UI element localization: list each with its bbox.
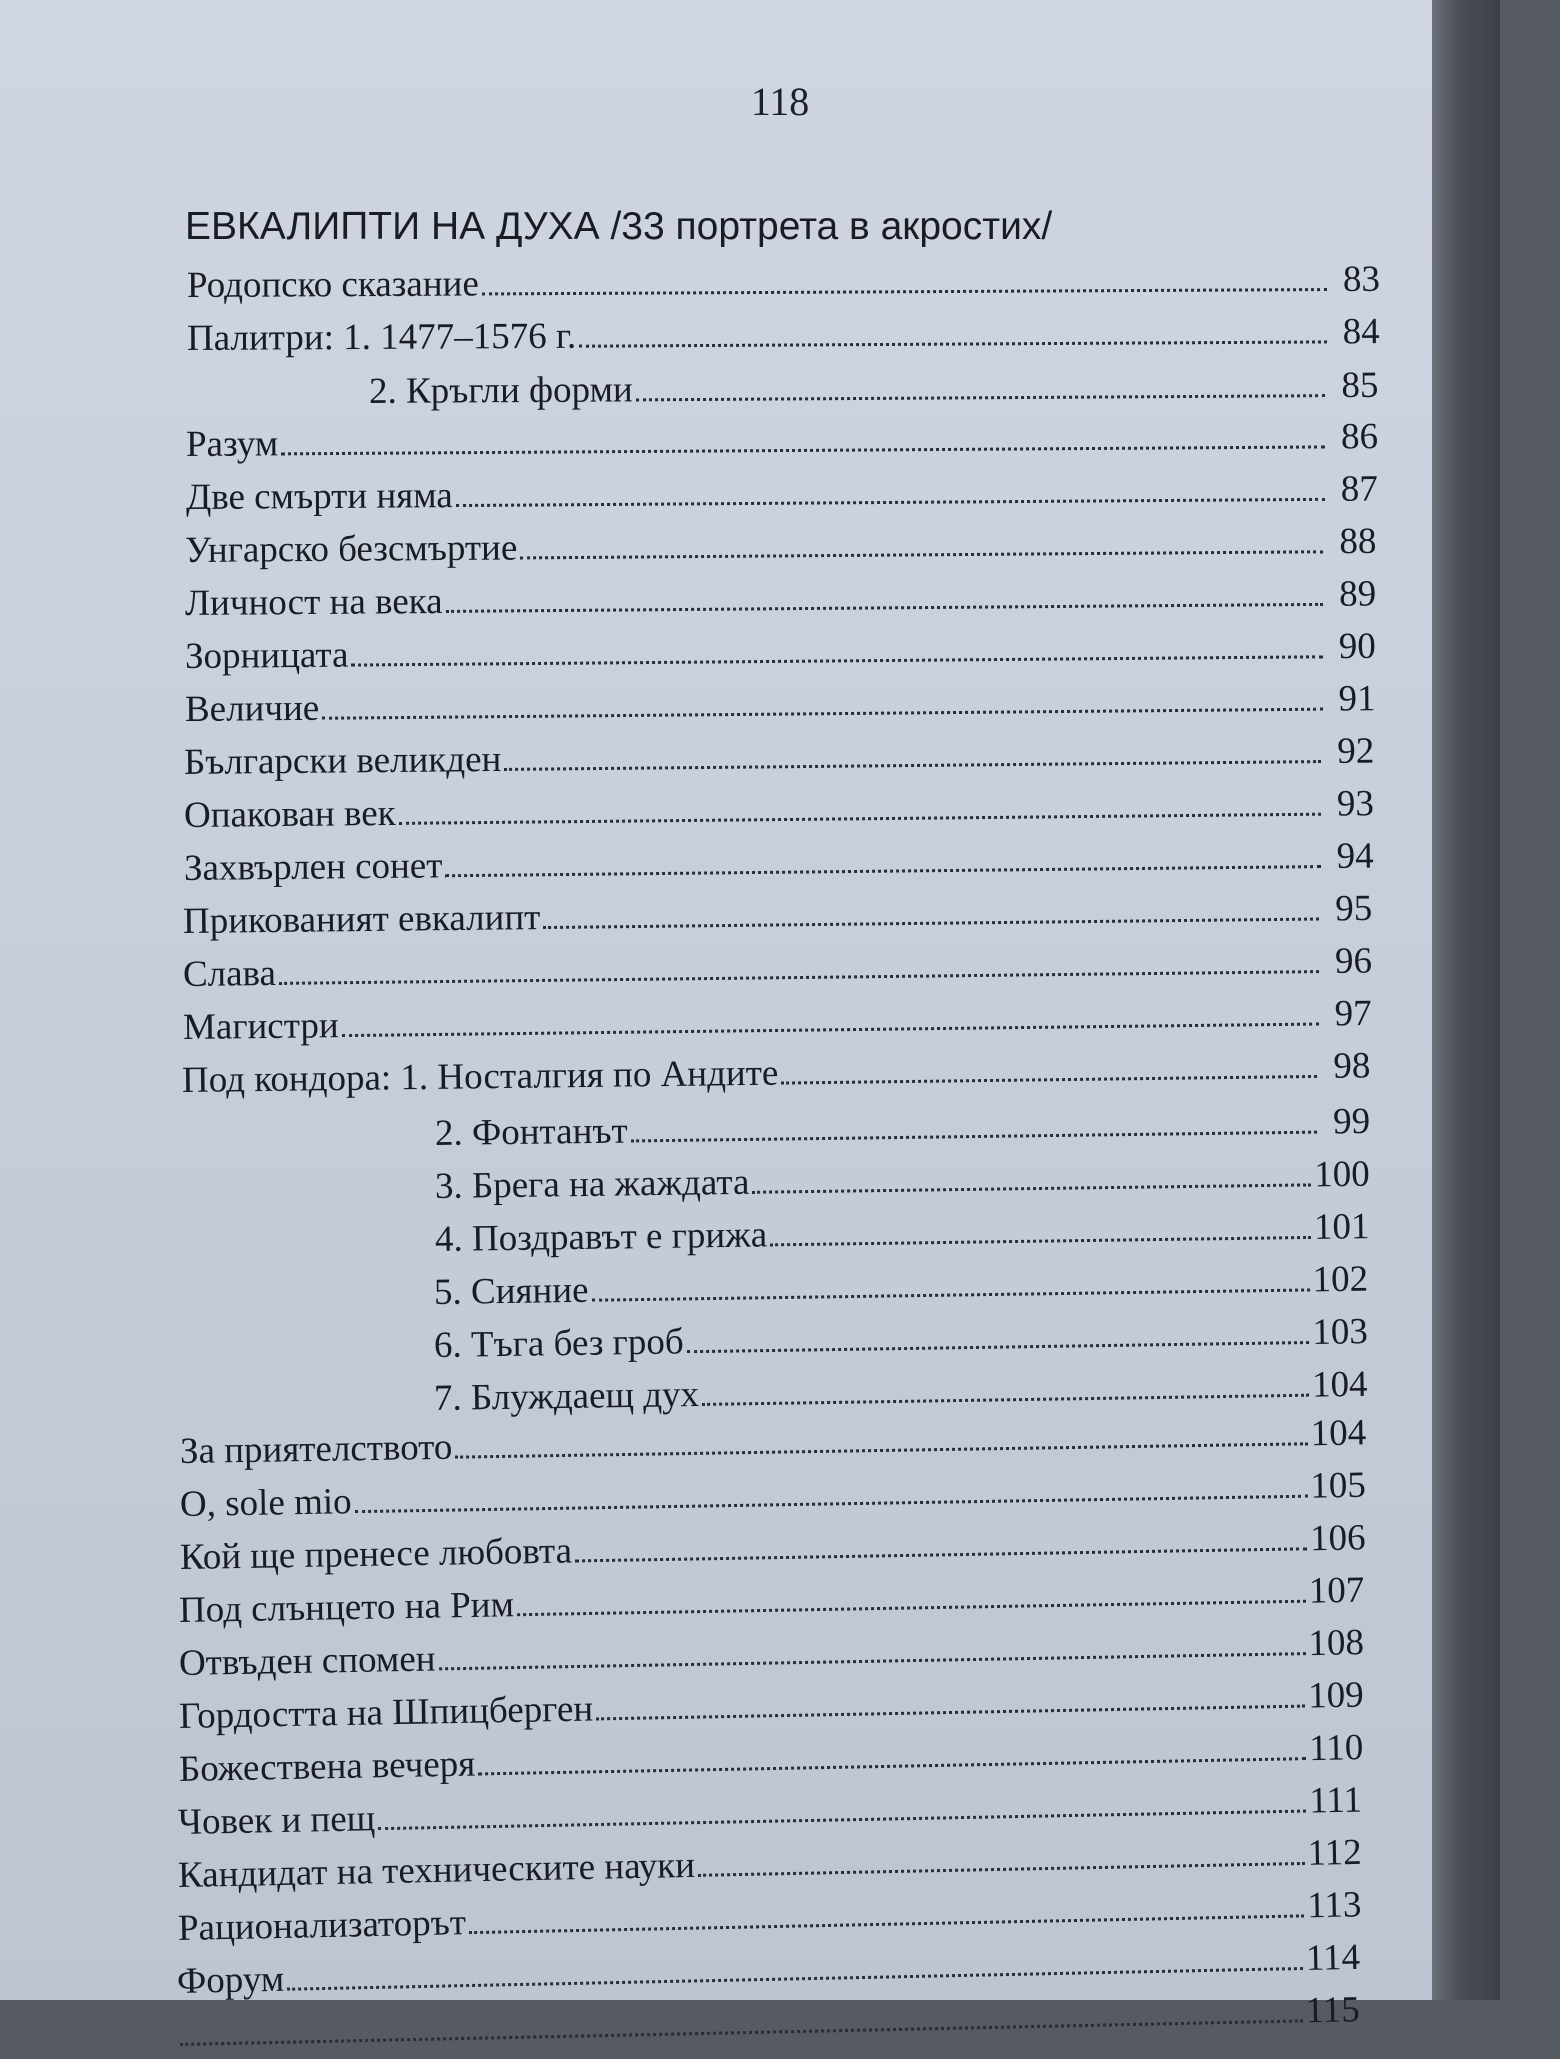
toc-entry-page: 85 bbox=[1341, 364, 1379, 407]
toc-entry bbox=[434, 1308, 1369, 1370]
toc-entry-title: Човек и пещ bbox=[177, 1798, 376, 1843]
dot-leader bbox=[281, 445, 1325, 455]
toc-entry bbox=[435, 1151, 1370, 1211]
toc-entry-title: 6. Тъга без гроб bbox=[433, 1321, 684, 1366]
toc-entry bbox=[185, 518, 1377, 575]
toc-entry-title: Родопско сказание bbox=[186, 263, 479, 306]
dot-leader bbox=[698, 1862, 1305, 1877]
toc-entry-title: Кандидат на техническите науки bbox=[177, 1844, 696, 1896]
dot-leader bbox=[469, 1914, 1304, 1934]
dot-leader bbox=[180, 2019, 1303, 2046]
toc-entry-title: 7. Блуждаещ дух bbox=[433, 1373, 699, 1419]
dot-leader bbox=[592, 1288, 1310, 1301]
toc-entry-page: 112 bbox=[1307, 1831, 1362, 1874]
toc-entry-title: Рационализаторът bbox=[177, 1902, 466, 1949]
dot-leader bbox=[445, 865, 1320, 877]
toc-entry-title: Български великден bbox=[184, 738, 502, 783]
dot-leader bbox=[702, 1394, 1309, 1406]
dot-leader bbox=[379, 1810, 1307, 1831]
dot-leader bbox=[631, 1131, 1317, 1143]
toc-entry-page: 89 bbox=[1339, 573, 1377, 615]
toc-entry-title: Опакован век bbox=[183, 792, 396, 836]
toc-entry-page: 94 bbox=[1336, 835, 1374, 877]
toc-entry-page: 104 bbox=[1310, 1412, 1367, 1455]
dot-leader bbox=[752, 1183, 1311, 1193]
dot-leader bbox=[478, 1757, 1306, 1775]
toc-entry-title: Унгарско безсмъртие bbox=[185, 527, 518, 571]
toc-entry-title: Слава bbox=[182, 952, 277, 995]
dot-leader bbox=[770, 1236, 1311, 1246]
toc-entry bbox=[183, 885, 1373, 946]
toc-entry-title: Форум bbox=[176, 1958, 285, 2002]
toc-entry-page: 93 bbox=[1336, 783, 1375, 825]
dot-leader bbox=[517, 1600, 1306, 1616]
toc-entry-page: 84 bbox=[1342, 311, 1380, 353]
toc-entry-page: 115 bbox=[1305, 1989, 1361, 2032]
toc-entry-title: Разум bbox=[185, 423, 279, 465]
toc-entry-page: 83 bbox=[1342, 258, 1381, 300]
toc-entry bbox=[183, 938, 1373, 999]
toc-entry-title: 4. Поздравът е грижа bbox=[434, 1214, 767, 1260]
toc-entry bbox=[187, 256, 1380, 310]
dot-leader bbox=[456, 498, 1325, 507]
dot-leader bbox=[596, 1705, 1305, 1721]
toc-entry-title: Под кондора: 1. Носталгия по Андите bbox=[182, 1052, 779, 1101]
toc-entry bbox=[186, 465, 1378, 522]
dot-leader bbox=[505, 760, 1322, 771]
toc-entry-page: 101 bbox=[1313, 1206, 1370, 1248]
toc-entry-page: 86 bbox=[1340, 416, 1379, 458]
dot-leader bbox=[351, 655, 1322, 666]
dot-leader bbox=[687, 1341, 1310, 1353]
toc-entry bbox=[187, 308, 1380, 363]
toc-entry-page: 107 bbox=[1308, 1569, 1366, 1612]
dot-leader bbox=[579, 340, 1327, 347]
toc-entry-page: 106 bbox=[1309, 1517, 1366, 1560]
toc-entry-page: 108 bbox=[1308, 1622, 1365, 1665]
toc-entry-title: Величие bbox=[184, 687, 319, 730]
toc-entry-title: Захвърлен сонет bbox=[183, 845, 443, 889]
dot-leader bbox=[341, 1023, 1318, 1038]
toc-entry-page: 91 bbox=[1337, 678, 1376, 720]
toc-entry-page: 98 bbox=[1333, 1045, 1372, 1087]
toc-entry-page: 103 bbox=[1311, 1311, 1369, 1353]
toc-entry-page: 88 bbox=[1339, 520, 1378, 563]
toc-entry-title: 3. Брега на жаждата bbox=[434, 1161, 750, 1207]
toc-entry bbox=[183, 833, 1373, 893]
dot-leader bbox=[544, 918, 1320, 930]
toc-entry-page: 92 bbox=[1337, 730, 1375, 772]
section-title: ЕВКАЛИПТИ НА ДУХА /33 портрета в акростих/ bbox=[185, 205, 1053, 248]
toc-entry-page: 87 bbox=[1340, 468, 1378, 510]
dot-leader bbox=[355, 1495, 1308, 1513]
dot-leader bbox=[439, 1652, 1306, 1670]
toc-entry-title: За приятелството bbox=[179, 1426, 453, 1472]
toc-entry-title: Гордостта на Шпицберген bbox=[178, 1688, 594, 1737]
dot-leader bbox=[575, 1547, 1307, 1562]
book-spine-shadow bbox=[1432, 0, 1500, 2000]
toc-entry-page: 96 bbox=[1334, 940, 1373, 982]
toc-entry bbox=[182, 990, 1371, 1052]
toc-entry-title: Отвъден спомен bbox=[178, 1638, 436, 1684]
toc-entry bbox=[182, 1042, 1371, 1105]
dot-leader bbox=[482, 288, 1327, 295]
toc-entry-page: 111 bbox=[1309, 1779, 1363, 1822]
toc-entry-page: 109 bbox=[1307, 1674, 1364, 1717]
toc-entry-title: 5. Сияние bbox=[433, 1269, 590, 1313]
toc-entry-page: 97 bbox=[1334, 992, 1372, 1035]
toc-entry bbox=[369, 362, 1379, 416]
toc-entry-page: 102 bbox=[1312, 1258, 1369, 1301]
toc-entry-title: Две смърти няма bbox=[185, 475, 453, 518]
dot-leader bbox=[446, 603, 1324, 613]
toc-entry bbox=[434, 1256, 1369, 1317]
toc-entry-page: 90 bbox=[1338, 625, 1376, 668]
dot-leader bbox=[322, 708, 1322, 720]
toc-entry-title: Кой ще пренесе любовта bbox=[179, 1530, 572, 1578]
toc-entry-title: Божествена вечеря bbox=[178, 1743, 476, 1790]
page-number: 118 bbox=[750, 79, 810, 124]
toc-entry bbox=[186, 413, 1378, 469]
toc-entry bbox=[185, 623, 1376, 681]
dot-leader bbox=[456, 1442, 1308, 1458]
toc-entry bbox=[184, 780, 1374, 840]
toc-entry-title: Прикованият евкалипт bbox=[183, 897, 541, 942]
toc-entry-page: 104 bbox=[1311, 1363, 1368, 1406]
dot-leader bbox=[399, 813, 1321, 825]
toc-entry-page: 95 bbox=[1335, 887, 1373, 930]
toc-entry-page: 105 bbox=[1310, 1464, 1367, 1507]
dot-leader bbox=[279, 970, 1319, 985]
toc-entry-title: O, sole mio bbox=[179, 1481, 352, 1525]
toc-entry-title: Зорницата bbox=[184, 634, 349, 677]
dot-leader bbox=[782, 1075, 1318, 1085]
toc-entry-page: 110 bbox=[1308, 1727, 1364, 1770]
dot-leader bbox=[521, 550, 1324, 559]
toc-entry-title: Палитри: 1. 1477–1576 г. bbox=[186, 315, 576, 359]
toc-entry-title: Под слънцето на Рим bbox=[179, 1584, 515, 1631]
dot-leader bbox=[636, 394, 1326, 401]
toc-entry-page: 114 bbox=[1305, 1936, 1361, 1979]
dot-leader bbox=[288, 1967, 1304, 1991]
toc-entry bbox=[184, 728, 1375, 787]
toc-entry-title: 2. Кръгли форми bbox=[369, 369, 634, 412]
toc-entry-page: 113 bbox=[1306, 1884, 1362, 1927]
toc-entry bbox=[434, 1203, 1369, 1264]
toc-entry-page: 100 bbox=[1313, 1153, 1370, 1196]
toc-entry-title: Личност на века bbox=[185, 580, 443, 624]
toc-entry-title: Магистри bbox=[182, 1005, 339, 1048]
toc-entry bbox=[184, 675, 1375, 734]
toc-entry bbox=[185, 570, 1377, 628]
toc-entry-title: 2. Фонтанът bbox=[434, 1110, 629, 1154]
toc-entry bbox=[435, 1098, 1371, 1158]
toc-entry-page: 99 bbox=[1332, 1100, 1371, 1143]
